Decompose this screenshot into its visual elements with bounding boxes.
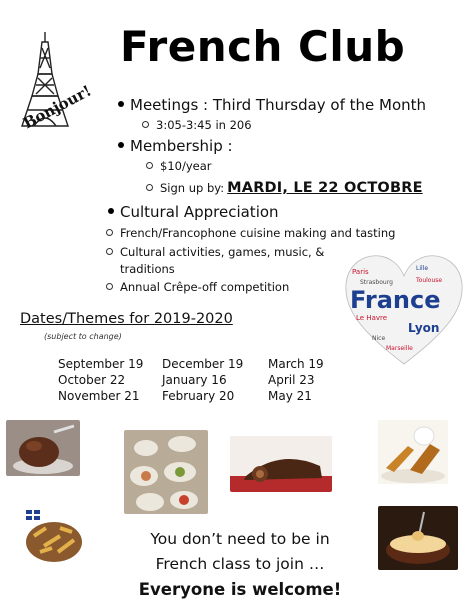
date-item: April 23 xyxy=(268,373,315,387)
food-platter-photo xyxy=(124,430,208,514)
cultural-item: French/Francophone cuisine making and tasting xyxy=(106,226,395,240)
heart-word: Lyon xyxy=(408,321,440,335)
cultural-item: Cultural activities, games, music, & xyxy=(106,245,324,259)
sub-bullet-icon xyxy=(146,162,153,169)
dates-column-3 xyxy=(268,356,324,404)
france-heart-wordcloud xyxy=(342,252,466,370)
meetings-label: Meetings : Third Thursday of the Month xyxy=(130,96,427,114)
closing-line-1: You don’t need to be in xyxy=(150,530,330,548)
membership-signup: Sign up by: MARDI, LE 22 OCTOBRE xyxy=(146,180,423,196)
page-title: French Club xyxy=(120,22,406,71)
sub-bullet-icon xyxy=(146,184,153,191)
bullet-dot-icon xyxy=(118,101,124,107)
date-item: May 21 xyxy=(268,389,312,403)
membership-label: Membership : xyxy=(130,137,233,155)
sub-bullet-icon xyxy=(106,283,113,290)
heart-word: Marseille xyxy=(386,345,413,352)
dates-column-2 xyxy=(162,356,243,404)
sub-bullet-icon xyxy=(106,248,113,255)
fondue-photo xyxy=(378,506,458,570)
closing-line-3: Everyone is welcome! xyxy=(138,580,342,599)
poached-pear-photo xyxy=(378,420,448,484)
poutine-photo xyxy=(20,506,86,566)
heart-word: Paris xyxy=(352,268,369,276)
dates-column-1 xyxy=(58,356,143,404)
cultural-label: Cultural Appreciation xyxy=(120,203,279,221)
heart-word: Nice xyxy=(372,335,386,342)
membership-fee: $10/year xyxy=(146,159,211,173)
date-item: November 21 xyxy=(58,389,140,403)
dates-title: Dates/Themes for 2019-2020 xyxy=(20,311,233,327)
signup-date: MARDI, LE 22 OCTOBRE xyxy=(227,180,423,196)
sub-bullet-icon xyxy=(106,229,113,236)
cultural-bullet xyxy=(108,203,279,221)
cultural-item: Annual Crêpe-off competition xyxy=(106,280,289,294)
date-item: January 16 xyxy=(162,373,227,387)
meetings-time: 3:05-3:45 in 206 xyxy=(142,118,252,132)
france-word: France xyxy=(350,286,441,314)
chocolate-mousse-photo xyxy=(6,420,80,476)
date-item: March 19 xyxy=(268,357,324,371)
bonjour-sticker: Bonjour! xyxy=(20,81,95,133)
bullet-dot-icon xyxy=(118,142,124,148)
heart-word: Strasbourg xyxy=(360,279,393,286)
meetings-bullet xyxy=(118,96,426,114)
date-item: February 20 xyxy=(162,389,235,403)
closing-line-2: French class to join … xyxy=(155,555,325,573)
bullet-dot-icon xyxy=(108,208,114,214)
heart-word: Toulouse xyxy=(416,277,443,284)
date-item: October 22 xyxy=(58,373,126,387)
heart-word: Le Havre xyxy=(356,314,388,322)
dates-note: (subject to change) xyxy=(44,332,122,341)
date-item: December 19 xyxy=(162,357,244,371)
buche-de-noel-photo xyxy=(230,436,332,492)
heart-word: Lille xyxy=(416,265,429,272)
cultural-item-continued: traditions xyxy=(120,262,175,276)
date-item: September 19 xyxy=(58,357,144,371)
sub-bullet-icon xyxy=(142,121,149,128)
membership-bullet xyxy=(118,137,233,155)
